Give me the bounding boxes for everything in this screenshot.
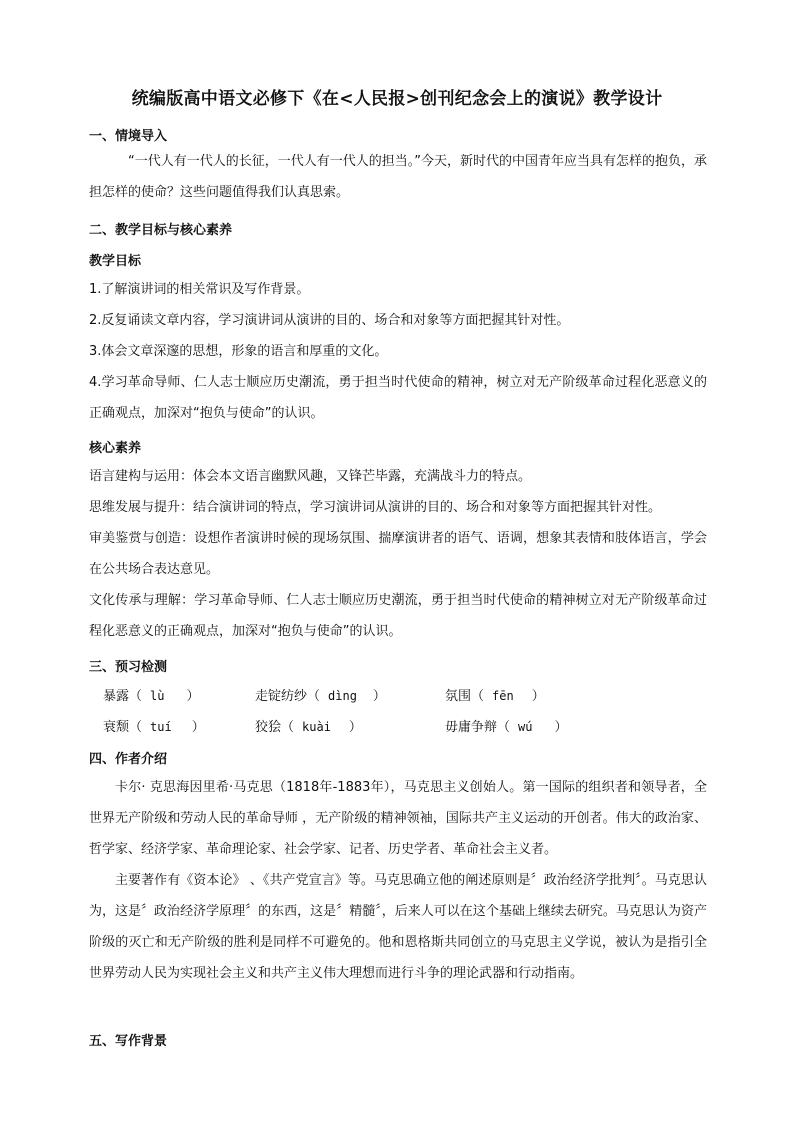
core-item-4: 文化传承与理解：学习革命导师、仁人志士顺应历史潮流，勇于担当时代使命的精神树立对无产阶级革命过程化恶意义的正确观点，加深对“抱负与使命”的认识。: [89, 593, 707, 639]
preview-item: 暴露（ lù ）: [103, 689, 200, 704]
section-3-heading: 三、预习检测: [89, 660, 168, 675]
pinyin-answer: fēn: [492, 689, 514, 703]
goal-item-1: 1.了解演讲词的相关常识及写作背景。: [89, 282, 310, 297]
preview-item: 走锭纺纱（ dìng ）: [255, 689, 386, 704]
author-paragraph-1: 卡尔· 克思海因里希·马克思（1818年-1883年），马克思主义创始人。第一国际的组织者和领导者，全世界无产阶级和劳动人民的革命导师 ，无产阶级的精神领袖，国际共产主义运动的开创者。伟大的政治家、哲学家、经济学家、革命理论家、社会学家、记者、历史学者、革命社会主义者。: [89, 780, 707, 857]
core-item-3: 审美鉴赏与创造：设想作者演讲时候的现场氛围、揣摩演讲者的语气、语调，想象其表情和肢体语言，学会在公共场合表达意见。: [89, 531, 707, 577]
section-5-heading: 五、写作背景: [89, 1034, 168, 1049]
goals-heading: 教学目标: [89, 254, 142, 269]
core-item-1: 语言建构与运用：体会本文语言幽默风趣，又锋芒毕露，充满战斗力的特点。: [89, 469, 532, 484]
preview-item: 狡狯（ kuài ）: [255, 720, 362, 735]
pinyin-answer: wú: [518, 720, 533, 734]
document-title: 统编版高中语文必修下《在<人民报>创刊纪念会上的演说》教学设计: [131, 89, 663, 109]
goal-item-2: 2.反复诵读文章内容，学习演讲词从演讲的目的、场合和对象等方面把握其针对性。: [89, 313, 570, 328]
preview-item: 衰颓（ tuí ）: [103, 720, 205, 735]
section-1-paragraph: “一代人有一代人的长征，一代人有一代人的担当。”今天，新时代的中国青年应当具有怎样的抱负，承担怎样的使命？这些问题值得我们认真思索。: [89, 154, 707, 200]
goal-item-3: 3.体会文章深邃的思想，形象的语言和厚重的文化。: [89, 344, 388, 359]
core-item-2: 思维发展与提升：结合演讲词的特点，学习演讲词从演讲的目的、场合和对象等方面把握其针对性。: [89, 500, 662, 515]
pinyin-answer: lù: [150, 689, 165, 703]
pinyin-answer: tuí: [150, 720, 172, 734]
section-2-heading: 二、教学目标与核心素养: [89, 223, 233, 238]
author-paragraph-2: 主要著作有《资本论》 、《共产党宣言》等。马克思确立他的阐述原则是〞政治经济学批判〞。马克思认为，这是〞政治经济学原理〞的东西，这是〞精髓〞，后来人可以在这个基础上继续去研究。马克思认为资产阶级的灭亡和无产阶级的胜利是同样不可避免的。他和恩格斯共同创立的马克思主义学说，被认为是指引全世界劳动人民为实现社会主义和共产主义伟大理想而进行斗争的理论武器和行动指南。: [89, 873, 707, 981]
goal-item-4: 4.学习革命导师、仁人志士顺应历史潮流，勇于担当时代使命的精神，树立对无产阶级革命过程化恶意义的正确观点，加深对“抱负与使命”的认识。: [89, 375, 707, 421]
section-4-heading: 四、作者介绍: [89, 752, 168, 767]
section-1-heading: 一、情境导入: [89, 129, 168, 144]
core-literacy-heading: 核心素养: [89, 441, 142, 456]
preview-item: 氛围（ fēn ）: [445, 689, 545, 704]
pinyin-answer: kuài: [302, 720, 331, 734]
preview-item: 毋庸争辩（ wú ）: [445, 720, 568, 735]
pinyin-answer: dìng: [328, 689, 357, 703]
